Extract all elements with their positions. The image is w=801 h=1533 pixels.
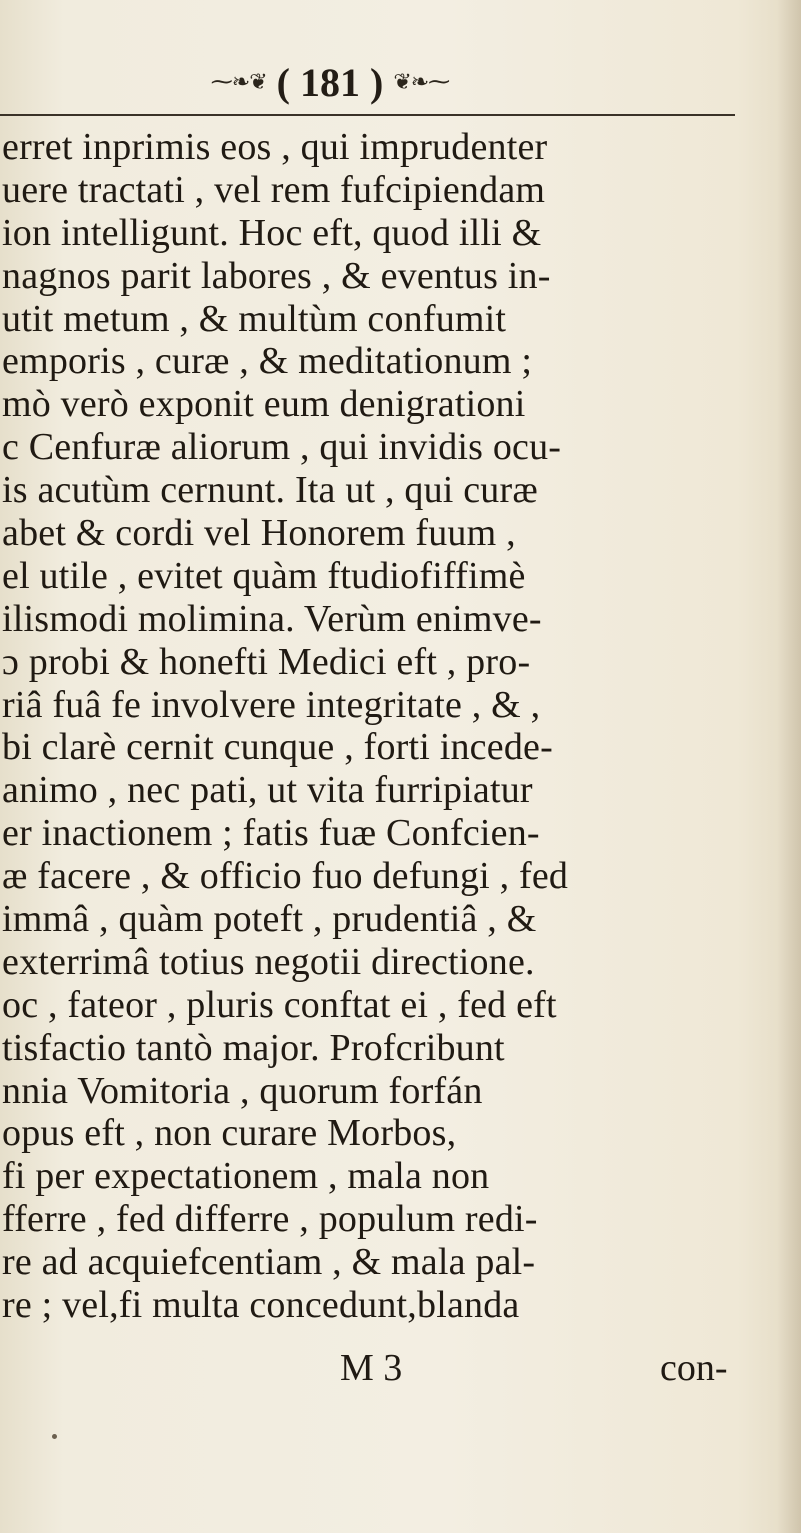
text-line: ɔ probi & honefti Medici eft , pro- [2,640,531,683]
ornament-right-icon: ❦❧⁓ [393,69,450,95]
text-line: bi clarè cernit cunque , forti incede- [2,726,553,769]
body-text [0,126,801,1327]
text-line: re ad acquiefcentiam , & mala pal- [2,1241,536,1284]
text-line: exterrimâ totius negotii directione. [2,940,535,983]
text-line: abet & cordi vel Honorem fuum , [2,512,516,555]
text-line: æ facere , & officio fuo defungi , fed [2,855,569,898]
paper-speck [52,1434,57,1439]
page-footer [0,1346,801,1392]
page-number: ( 181 ) [276,59,384,105]
text-line: nagnos parit labores , & eventus in- [2,254,551,297]
text-line: mò verò exponit eum denigrationi [2,383,526,426]
text-line: emporis , curæ , & meditationum ; [2,340,533,383]
text-line: re ; vel,fi multa concedunt,blanda [2,1284,520,1327]
catchword: con- [660,1347,728,1389]
running-header [150,60,510,104]
text-line: c Cenfuræ aliorum , qui invidis ocu- [2,426,562,469]
text-line: utit metum , & multùm confumit [2,297,507,340]
text-line: uere tractati , vel rem fufcipiendam [2,168,546,211]
text-line: opus eft , non curare Morbos, [2,1112,457,1155]
text-line: animo , nec pati, ut vita furripiatur [2,769,533,812]
text-line: fferre , fed differre , populum redi- [2,1198,538,1241]
page-edge-shadow [777,0,801,1533]
text-line: immâ , quàm poteft , prudentiâ , & [2,898,537,941]
header-rule [0,114,735,116]
signature-mark: M 3 [340,1347,403,1389]
text-line: oc , fateor , pluris conftat ei , fed eft [2,983,557,1026]
text-line: is acutùm cernunt. Ita ut , qui curæ [2,469,538,512]
text-line: er inactionem ; fatis fuæ Confcien- [2,812,540,855]
text-line: ilismodi molimina. Verùm enimve- [2,597,542,640]
text-line: nnia Vomitoria , quorum forfán [2,1069,483,1112]
text-line: el utile , evitet quàm ftudiofiffimè [2,554,526,597]
text-line: ion intelligunt. Hoc eft, quod illi & [2,211,542,254]
text-line: erret inprimis eos , qui imprudenter [2,126,548,168]
text-line: riâ fuâ fe involvere integritate , & , [2,683,541,726]
text-line: tisfactio tantò major. Profcribunt [2,1026,505,1069]
text-line: fi per expectationem , mala non [2,1155,490,1198]
ornament-left-icon: ⁓❧❦ [210,69,267,95]
